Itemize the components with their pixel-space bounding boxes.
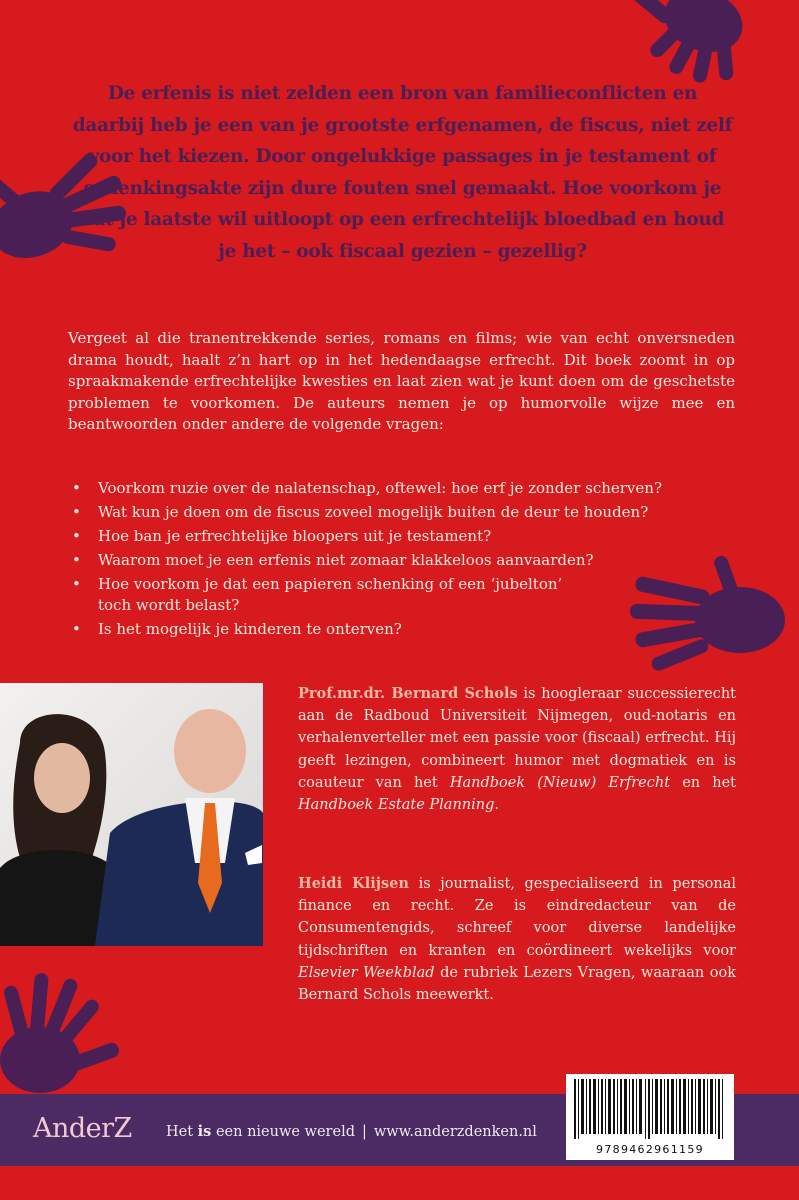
list-item: • Wat kun je doen om de fiscus zoveel mogelijk buiten de deur te houden? [72,503,649,521]
list-item: • Is het mogelijk je kinderen te onterven? [72,620,402,638]
website: www.anderzdenken.nl [373,1124,537,1140]
bio-heidi-klijsen: Heidi Klijsen is journalist, gespecialiseerd in personal finance en recht. Ze is eindredacteur van de Consumentengids, schreef voor diverse landelijke tijdschriften en kranten en coördineert wekelijks voor Elsevier Weekblad de rubriek Lezers Vragen, waaraan ook Bernard Schols meewerkt. [298,875,736,1004]
question-list [68,478,738,643]
list-item: • Voorkom ruzie over de nalatenschap, oftewel: hoe erf je zonder scherven? [72,479,662,497]
bullet: • [72,575,81,593]
bio-bernard-schols: Prof.mr.dr. Bernard Schols is hoogleraar successierecht aan de Radboud Universiteit Nijmegen, oud-notaris en verhalenverteller met een passie voor (fiscaal) erfrecht. Hij geeft lezingen, combineert humor met dogmatiek en is coauteur van het Handboek (Nieuw) Erfrecht en het Handboek Estate Planning. [298,685,737,814]
list-item: • Hoe voorkom je dat een papieren schenking of een ‘jubelton’ toch wordt belast? [72,575,563,614]
author-name: Heidi Klijsen [298,875,409,892]
bullet: • [72,620,81,638]
list-item: • Hoe ban je erfrechtelijke bloopers uit je testament? [72,527,492,545]
barcode-icon [572,1079,728,1139]
author-name: Prof.mr.dr. Bernard Schols [298,685,518,702]
intro-paragraph: Vergeet al die tranentrekkende series, romans en films; wie van echt onversneden drama houdt, haalt z’n hart op in het hedendaagse erfrecht. Dit boek zoomt in op spraakmakende erfrechtelijke kwesties en laat zien wat je kunt doen om de geschetste problemen te voorkomen. De auteurs nemen je op humorvolle wijze mee en beantwoorden onder andere de volgende vragen: [68,329,735,433]
photo-authors [0,683,263,946]
bullet: • [72,551,81,569]
barcode-number: 9789462961159 [596,1143,704,1156]
hand-icon [600,0,799,90]
barcode [566,1074,734,1160]
publisher-logo: AnderZ [33,1113,132,1144]
bullet: • [72,479,81,497]
separator: | [361,1124,367,1140]
bullet: • [72,503,81,521]
footer-slogan: Het is een nieuwe wereld | www.anderzdenken.nl [166,1123,537,1140]
hand-icon [0,965,140,1100]
bullet: • [72,527,81,545]
tagline: De erfenis is niet zelden een bron van familieconflicten en daarbij heb je een van je grootste erfgenamen, de fiscus, niet zelf voor het kiezen. Door ongelukkige passages in je testament of schenkingsakte zijn dure fouten snel gemaakt. Hoe voorkom je dat je laatste wil uitloopt op een erfrechtelijk bloedbad en houd je het – ook fiscaal gezien – gezellig? [72,83,733,262]
list-item: • Waarom moet je een erfenis niet zomaar klakkeloos aanvaarden? [72,551,594,569]
